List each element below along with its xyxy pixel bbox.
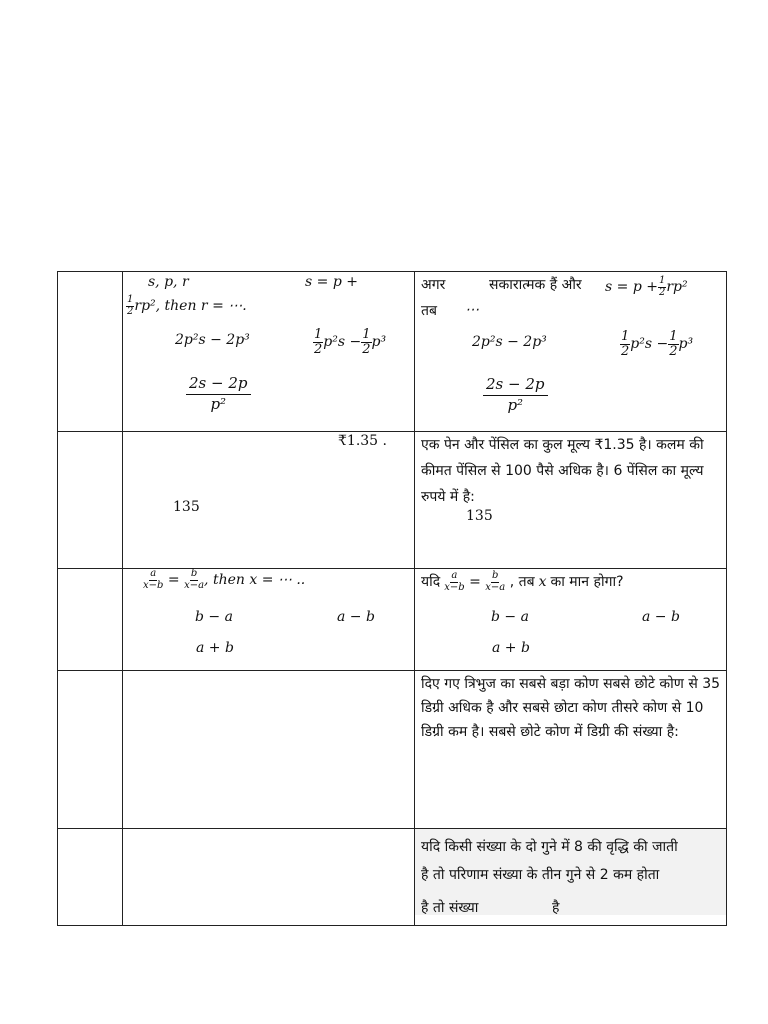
q1-hi-option-c-frac: $\frac{2s - 2p}{\text{p²}}$ — [483, 377, 548, 414]
q1-hi-option-a: 2p²s − 2p³ — [472, 334, 547, 350]
q5-hi-line2: है तो परिणाम संख्या के तीन गुने से 2 कम होता — [421, 867, 660, 883]
q1-en-option-a: 2p²s − 2p³ — [175, 332, 250, 348]
q5-hi-line3a: है तो संख्या — [421, 900, 479, 916]
q4-hi-text: दिए गए त्रिभुज का सबसे बड़ा कोण सबसे छोटे कोण से 35 डिग्री अधिक है और सबसे छोटा कोण तीसरे कोण से 10 डिग्री कम है। सबसे छोटे कोण में डिग्री की संख्या है: — [421, 676, 721, 740]
q1-hi-agar: अगर — [421, 277, 446, 293]
q5-hi-line1: यदि किसी संख्या के दो गुने में 8 की वृद्धि की जाती — [421, 839, 678, 855]
q3-en-option-a: b − a — [195, 609, 233, 625]
q1-hi-option-c — [483, 377, 548, 414]
q1-hi-dots: ⋯ — [465, 302, 479, 318]
q1-hi-half-fraction: $\frac{1}{2}$ — [658, 275, 666, 298]
q3-hi-yadi: यदि — [421, 574, 441, 590]
row-divider-3 — [57, 670, 727, 671]
q3-hi-option-b: a − b — [642, 609, 680, 625]
q1-en-option-b: $\frac{1}{2}$ p²s − $\frac{1}{2}$ p³ — [314, 327, 387, 357]
q2-en-option: 135 — [173, 499, 200, 515]
q3-en-equation: $\frac{a}{x-b}$ = $\frac{b}{x-a}$ , then x = ⋯ .. — [143, 568, 306, 591]
q3-hi-equation: $\frac{a}{x-b}$ = $\frac{b}{x-a}$ — [444, 570, 506, 593]
q3-hi-frac1: $\frac{a}{x-b}$ — [444, 570, 465, 593]
q3-hi-tail-b: का मान होगा? — [550, 574, 624, 590]
q1-hi-option-b: $\frac{1}{2}$ p²s − $\frac{1}{2}$ p³ — [621, 329, 694, 359]
q1-hi-option-b-frac2: $\frac{1}{2}$ — [669, 329, 678, 359]
q1-en-half-fraction: $\frac{1}{2}$ — [127, 294, 134, 317]
q3-hi-option-c: a + b — [492, 640, 530, 656]
q1-hi-option-b-frac1: $\frac{1}{2}$ — [621, 329, 630, 359]
q3-en-frac2: $\frac{b}{x-a}$ — [184, 568, 205, 591]
q3-hi-option-a: b − a — [491, 609, 529, 625]
q1-hi-line1: सकारात्मक हैं और — [489, 277, 582, 293]
q3-hi-question — [421, 569, 624, 595]
q1-en-eq-line2: $\frac{1}{2}$ rp², then r = ⋯. — [127, 294, 247, 317]
q5-hi-line3b: है — [552, 900, 560, 916]
q3-en-frac1: $\frac{a}{x-b}$ — [143, 568, 164, 591]
q3-en-option-c: a + b — [196, 640, 234, 656]
q1-en-option-b-frac1: $\frac{1}{2}$ — [314, 327, 323, 357]
q2-hi-text: एक पेन और पेंसिल का कुल मूल्य ₹1.35 है। कलम की कीमत पेंसिल से 100 पैसे अधिक है। 6 पेंसिल का मूल्य रुपये में है: — [421, 437, 704, 505]
q3-hi-x: x — [538, 574, 547, 590]
q1-en-option-c — [186, 376, 251, 413]
q2-en-price: ₹1.35 . — [338, 433, 387, 449]
q3-hi-frac2: $\frac{b}{x-a}$ — [485, 570, 506, 593]
q1-hi-equation: s = p + $\frac{1}{2}$ rp² — [605, 275, 688, 298]
q2-hi-option: 135 — [466, 508, 493, 524]
q1-en-option-c-frac: $\frac{2s - 2p}{\text{p²}}$ — [186, 376, 251, 413]
q1-en-vars: s, p, r — [148, 274, 189, 290]
q3-en-option-b: a − b — [337, 609, 375, 625]
q1-en-eq-part1: s = p + — [305, 274, 358, 290]
q3-hi-tail-a: , तब — [509, 574, 535, 590]
q1-hi-tab: तब — [421, 303, 437, 319]
q1-en-option-b-frac2: $\frac{1}{2}$ — [362, 327, 371, 357]
